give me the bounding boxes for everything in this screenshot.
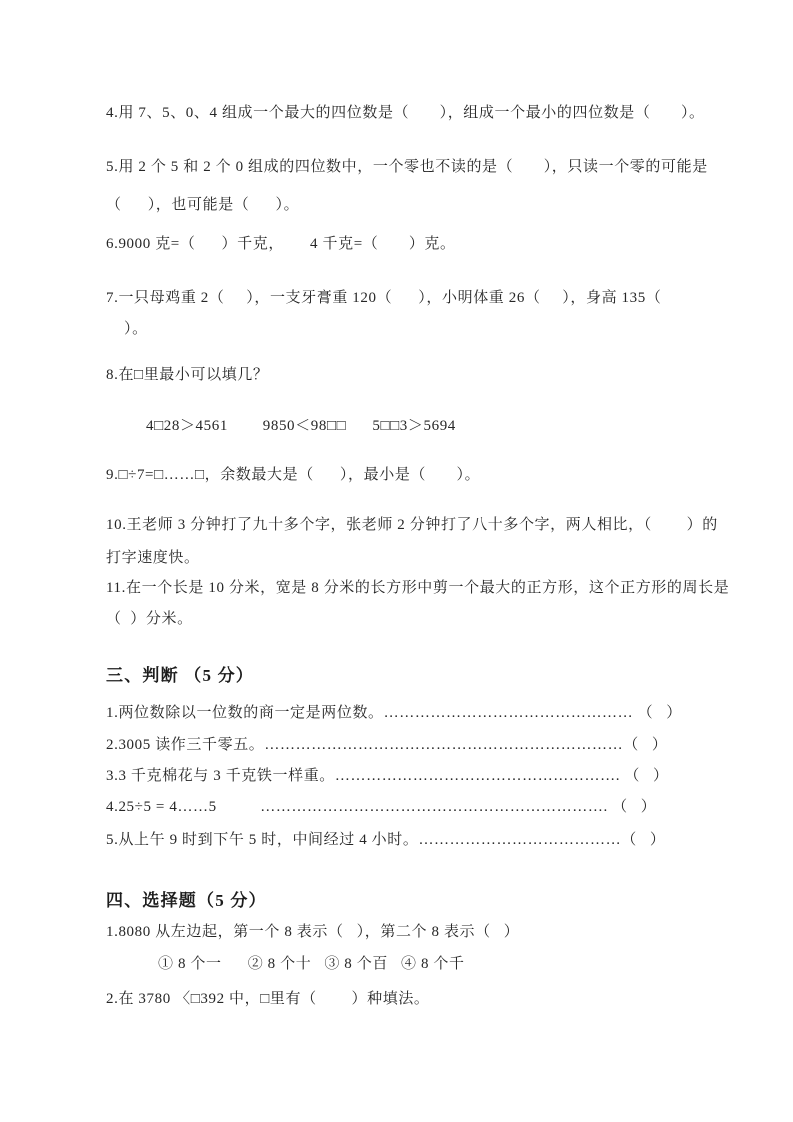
fill-blank-q10-line2: 打字速度快。 <box>106 550 200 566</box>
fill-blank-q6: 6.9000 克=（ ）千克， 4 千克=（ ）克。 <box>106 236 456 252</box>
judge-item-2: 2.3005 读作三千零五。……………………………………………………………（ ） <box>106 737 668 753</box>
judge-item-3: 3.3 千克棉花与 3 千克铁一样重。………………………………………………. （ ） <box>106 768 669 784</box>
choice-q1-options: ① 8 个一 ② 8 个十 ③ 8 个百 ④ 8 个千 <box>158 956 465 972</box>
judge-item-4: 4.25÷5 = 4……5 …………………………………………………………. （ ） <box>106 799 657 815</box>
fill-blank-q11-line2: （ ）分米。 <box>106 611 193 627</box>
judge-section-title: 三、判断 （5 分） <box>106 666 254 685</box>
judge-item-1: 1.两位数除以一位数的商一定是两位数。………………………………………… （ ） <box>106 705 682 721</box>
fill-blank-q5-line1: 5.用 2 个 5 和 2 个 0 组成的四位数中，一个零也不读的是（ ），只读一个零的可能是 <box>106 159 708 175</box>
fill-blank-q5-line2: （ ），也可能是（ ）。 <box>106 197 300 213</box>
fill-blank-q7-line2: ）。 <box>124 321 148 337</box>
fill-blank-q7-line1: 7.一只母鸡重 2（ ），一支牙膏重 120（ ），小明体重 26（ ），身高 135（ <box>106 290 662 306</box>
fill-blank-q4: 4.用 7、5、0、4 组成一个最大的四位数是（ ），组成一个最小的四位数是（ ）。 <box>106 105 705 121</box>
fill-blank-q11-line1: 11.在一个长是 10 分米，宽是 8 分米的长方形中剪一个最大的正方形，这个正方形的周长是 <box>106 580 730 596</box>
fill-blank-q9: 9.□÷7=□……□，余数最大是（ ），最小是（ ）。 <box>106 467 481 483</box>
fill-blank-q8-blanks: 4□28＞4561 9850＜98□□ 5□□3＞5694 <box>146 418 456 434</box>
choice-section-title: 四、选择题（5 分） <box>106 891 267 910</box>
fill-blank-q10-line1: 10.王老师 3 分钟打了九十多个字，张老师 2 分钟打了八十多个字，两人相比，（ ）的 <box>106 517 718 533</box>
fill-blank-q8: 8.在□里最小可以填几？ <box>106 367 269 383</box>
judge-item-5: 5.从上午 9 时到下午 5 时，中间经过 4 小时。…………………………………（ ） <box>106 832 666 848</box>
choice-q2: 2.在 3780 〈□392 中，□里有（ ）种填法。 <box>106 991 430 1007</box>
choice-q1: 1.8080 从左边起，第一个 8 表示（ ），第二个 8 表示（ ） <box>106 924 520 940</box>
